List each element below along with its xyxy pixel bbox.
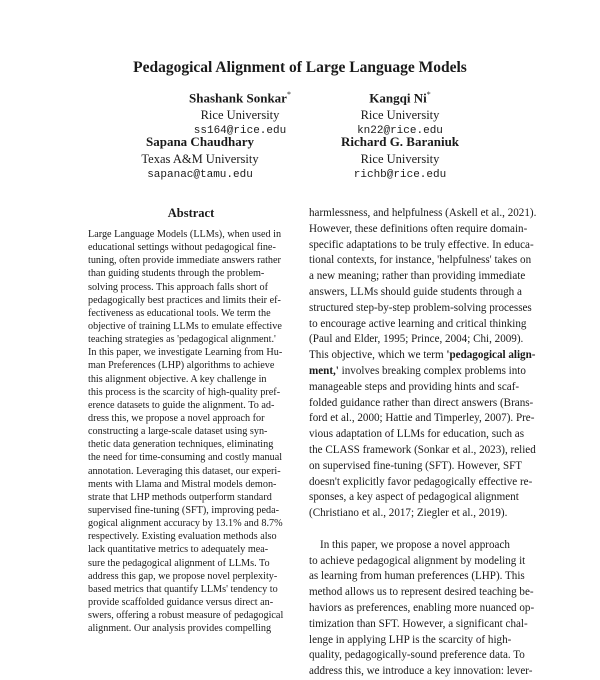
- body-line: on supervised fine-tuning (SFT). However, SFT: [309, 459, 523, 472]
- body-line: method allows us to represent desired teaching be-: [309, 586, 534, 599]
- abstract-line: than guiding students through the problem-: [88, 268, 265, 280]
- equal-contribution-mark: *: [426, 90, 431, 99]
- abstract-line: respectively. Existing evaluation methods also: [88, 531, 277, 543]
- body-line: doesn't explicitly favor pedagogically effective re-: [309, 475, 533, 488]
- abstract-line: objective of training LLMs to emulate effective: [88, 320, 282, 332]
- author-affiliation: Rice University: [360, 151, 440, 166]
- body-line: harmlessness, and helpfulness (Askell et al., 2021).: [309, 207, 537, 219]
- author-affiliation: Rice University: [200, 107, 280, 122]
- body-line: tional contexts, for instance, 'helpfulness' takes on: [309, 254, 532, 267]
- abstract-line: thetic data generation techniques, eliminating: [88, 439, 274, 451]
- body-line-text: involves breaking complex problems into: [341, 364, 526, 377]
- abstract-line: tuning, often provide immediate answers rather: [88, 255, 281, 267]
- body-line: quality, pedagogically-sound preference data. To: [309, 649, 525, 662]
- abstract-line: this process is the scarcity of high-quality pref-: [88, 386, 281, 398]
- body-line: structured step-by-step problem-solving processes: [309, 301, 532, 314]
- abstract-line: In this paper, we investigate Learning from Hu-: [88, 347, 283, 359]
- abstract-line: sure the pedagogical alignment of LLMs. To: [88, 557, 270, 569]
- body-line: lenge in applying LHP is the scarcity of high-: [309, 633, 512, 646]
- body-line: the CLASS framework (Sonkar et al., 2023), relied: [309, 443, 536, 456]
- body-line: address this, we introduce a key innovation: lever-: [309, 665, 533, 678]
- author-name: Shashank Sonkar*: [189, 90, 291, 106]
- author-name: Sapana Chaudhary: [145, 134, 255, 149]
- author-email: sapanac@tamu.edu: [147, 169, 253, 181]
- abstract-line: fectiveness as educational tools. We term the: [88, 307, 271, 319]
- body-line: [309, 348, 535, 364]
- abstract-line: the need for time-consuming and costly manual: [88, 452, 283, 464]
- body-line: manageable steps and providing hints and scaf-: [309, 380, 520, 393]
- body-line: [309, 364, 535, 380]
- abstract-line: based metrics that quantify LLMs' tendency to: [88, 583, 278, 595]
- body-line: haviors as preferences, enabling more nuanced op-: [309, 601, 535, 614]
- abstract-line: supervised fine-tuning (SFT), improving peda-: [88, 504, 279, 516]
- body-line: as learning from human preferences (LHP). This: [309, 570, 525, 583]
- abstract-line: dress this, we propose a novel approach for: [88, 412, 265, 424]
- paragraph-gap: [309, 522, 535, 538]
- body-line: In this paper, we propose a novel approach: [320, 538, 510, 551]
- abstract-line: solving process. This approach falls short of: [88, 281, 269, 293]
- author-name: Richard G. Baraniuk: [340, 134, 460, 149]
- body-line: to encourage active learning and critical thinking: [309, 317, 527, 330]
- author-email: kn22@rice.edu: [357, 125, 443, 138]
- body-line-text: This objective, which we term: [309, 349, 447, 362]
- body-line: ford et al., 2000; Hattie and Timperley, 2007). Pre-: [309, 412, 535, 425]
- author-block: [100, 134, 300, 184]
- abstract-line: gogical alignment accuracy by 13.1% and 8.7%: [88, 518, 283, 530]
- abstract-line: pedagogically best practices and limits their ef-: [88, 294, 281, 306]
- paper-title: Pedagogical Alignment of Large Language Models: [133, 59, 467, 76]
- abstract-line: erence datasets to guide the alignment. To ad-: [88, 399, 275, 411]
- body-line: specific adaptations to be truly effective. In educa-: [309, 238, 534, 251]
- abstract-line: educational settings without pedagogical fine-: [88, 242, 276, 254]
- bold-term: 'pedagogical align-: [446, 349, 536, 362]
- body-line: vious adaptation of LLMs for education, such as: [309, 428, 525, 441]
- abstract-line: this alignment objective. A key challenge in: [88, 373, 267, 385]
- author-block: [300, 87, 500, 140]
- equal-contribution-mark: *: [286, 90, 291, 99]
- body-line: timization than SFT. However, a significant chal-: [309, 617, 528, 630]
- author-name: Kangqi Ni*: [369, 90, 431, 106]
- abstract-line: annotation. Leveraging this dataset, our experi-: [88, 465, 281, 477]
- abstract-line: constructing a large-scale dataset using syn-: [88, 426, 268, 438]
- abstract-line: address this gap, we propose novel perplexity-: [88, 570, 278, 582]
- abstract-line: alignment. Our analysis provides compelling: [88, 623, 272, 635]
- author-email: richb@rice.edu: [353, 169, 447, 181]
- abstract-line: lack quantitative metrics to adequately mea-: [88, 544, 269, 556]
- body-line: (Paul and Elder, 1995; Prince, 2004; Chi, 2009).: [309, 333, 524, 346]
- body-line: folded guidance rather than direct answers (Brans-: [309, 396, 534, 409]
- body-line: However, these definitions often require domain-: [309, 222, 528, 235]
- introduction-body: [309, 206, 535, 680]
- body-line: answers, LLMs should guide students through a: [309, 285, 522, 298]
- abstract-line: strate that LHP methods outperform standard: [88, 491, 272, 503]
- bold-term-end: ment,': [309, 364, 339, 377]
- body-line: a new meaning; rather than providing immediate: [309, 270, 526, 283]
- abstract-line: provide scaffolded guidance versus direct an-: [88, 596, 274, 608]
- author-block: [300, 134, 500, 184]
- abstract-line: teaching strategies as 'pedagogical alignment.': [88, 334, 276, 346]
- abstract-line: Large Language Models (LLMs), when used in: [88, 229, 282, 240]
- abstract-heading: Abstract: [167, 206, 215, 220]
- author-affiliation: Texas A&M University: [141, 151, 259, 166]
- abstract-line: swers, offering a robust measure of pedagogical: [88, 610, 284, 622]
- author-email: ss164@rice.edu: [193, 125, 287, 138]
- abstract-line: man Preferences (LHP) algorithms to achieve: [88, 360, 275, 372]
- body-line: to achieve pedagogical alignment by modeling it: [309, 554, 526, 567]
- abstract-line: ments with Llama and Mistral models demon-: [88, 478, 277, 490]
- body-line: sponses, a key aspect of pedagogical alignment: [309, 491, 519, 504]
- body-line: (Christiano et al., 2017; Ziegler et al., 2019).: [309, 507, 508, 520]
- abstract-body: [88, 228, 294, 635]
- author-affiliation: Rice University: [360, 107, 440, 122]
